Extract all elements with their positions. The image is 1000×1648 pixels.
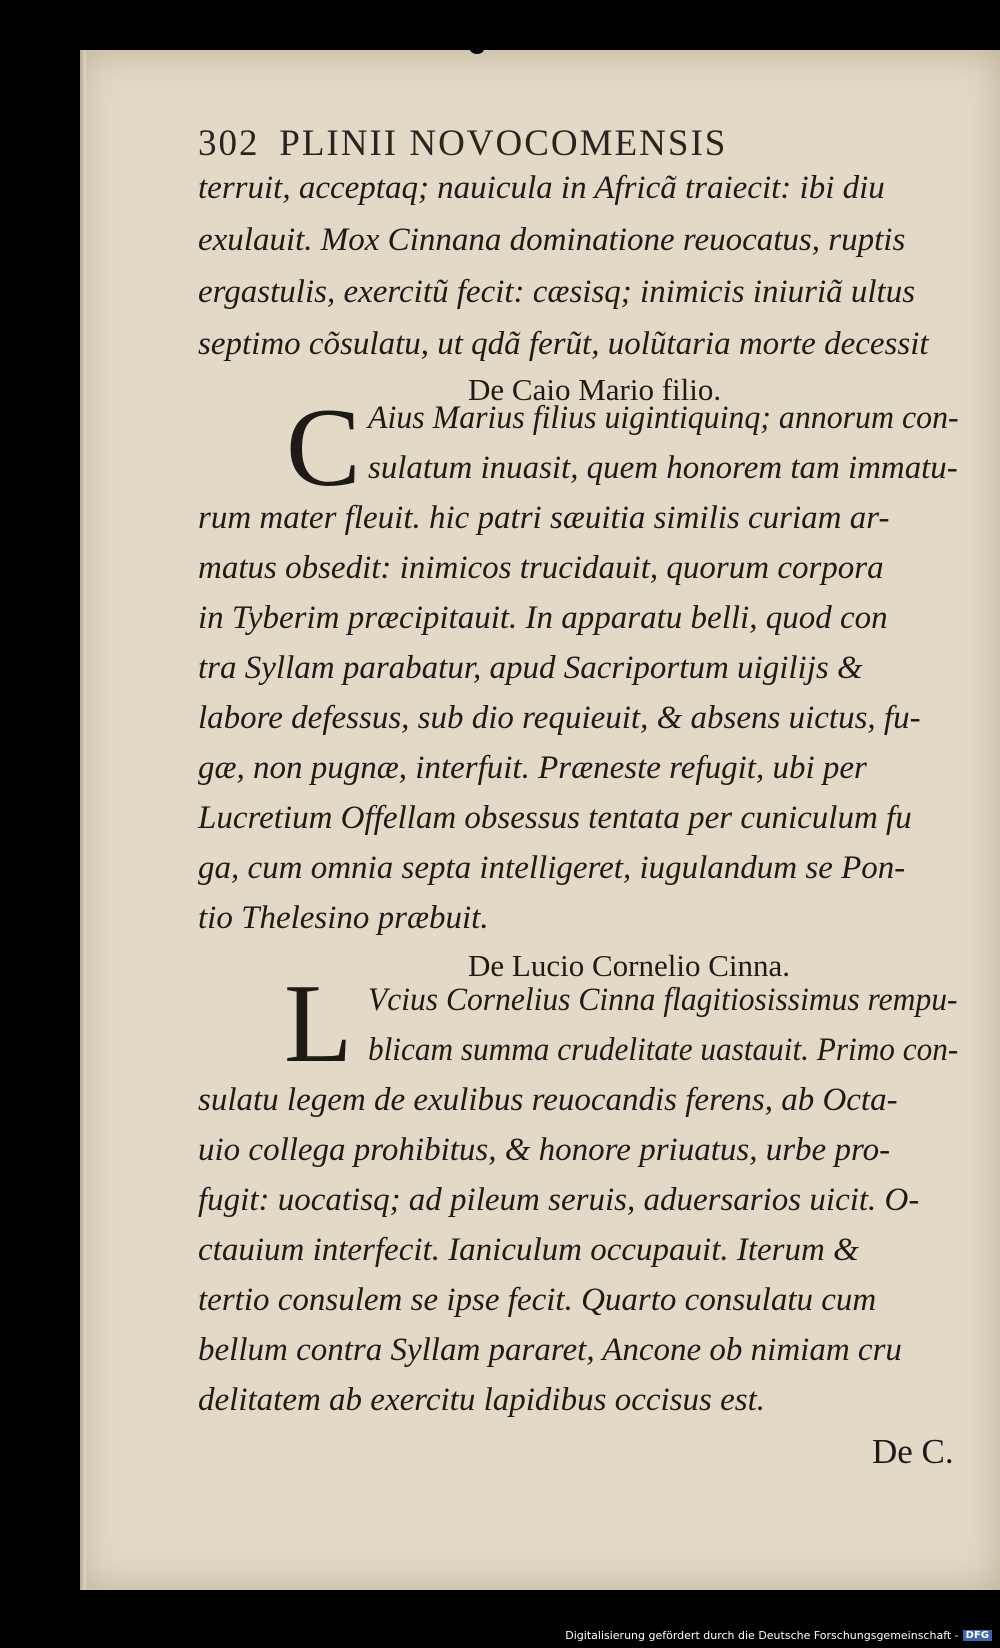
text-line: blicam summa crudelitate uastauit. Primo con- xyxy=(368,1032,959,1068)
page-number: 302 xyxy=(198,123,260,164)
drop-cap: L xyxy=(284,962,353,1086)
text-line: sulatum inuasit, quem honorem tam immatu- xyxy=(368,450,958,486)
text-line: rum mater fleuit. hic patri sæuitia similis curiam ar- xyxy=(198,500,890,536)
dfg-logo: DFG xyxy=(963,1630,992,1641)
text-line: matus obsedit: inimicos trucidauit, quorum corpora xyxy=(198,550,884,586)
text-line: Lucretium Offellam obsessus tentata per cuniculum fu xyxy=(198,800,912,836)
text-line: bellum contra Syllam pararet, Ancone ob nimiam cru xyxy=(198,1332,902,1368)
text-line: Aius Marius filius uigintiquinq; annorum con- xyxy=(368,400,959,436)
page-gutter xyxy=(80,50,86,1590)
text-line: tertio consulem se ipse fecit. Quarto consulatu cum xyxy=(198,1282,877,1318)
text-line: tio Thelesino præbuit. xyxy=(198,900,489,936)
text-line: ctauium interfecit. Ianiculum occupauit. Iterum & xyxy=(198,1232,859,1268)
drop-cap: C xyxy=(286,386,361,510)
running-head xyxy=(198,122,908,165)
catchword: De C. xyxy=(872,1432,954,1471)
running-title: PLINII NOVOCOMENSIS xyxy=(279,123,728,164)
text-line: septimo cõsulatu, ut qdã ferũt, uolũtaria morte decessit xyxy=(198,326,929,362)
text-line: ga, cum omnia septa intelligeret, iugulandum se Pon- xyxy=(198,850,906,886)
footer-text: Digitalisierung gefördert durch die Deutsche Forschungsgemeinschaft - xyxy=(565,1629,959,1642)
section-heading: De Lucio Cornelio Cinna. xyxy=(468,948,790,983)
text-line: in Tyberim præcipitauit. In apparatu belli, quod con xyxy=(198,600,888,636)
text-line: terruit, acceptaq; nauicula in Africã traiecit: ibi diu xyxy=(198,170,885,206)
text-line: delitatem ab exercitu lapidibus occisus est. xyxy=(198,1382,765,1418)
text-line: Vcius Cornelius Cinna flagitiosissimus rempu- xyxy=(368,982,958,1018)
text-line: uio collega prohibitus, & honore priuatus, urbe pro- xyxy=(198,1132,891,1168)
text-line: fugit: uocatisq; ad pileum seruis, aduersarios uicit. O- xyxy=(198,1182,920,1218)
text-line: ergastulis, exercitũ fecit: cæsisq; inimicis iniuriã ultus xyxy=(198,274,916,310)
text-line: tra Syllam parabatur, apud Sacriportum uigilijs & xyxy=(198,650,863,686)
section-heading: De Caio Mario filio. xyxy=(468,372,722,407)
text-line: gæ, non pugnæ, interfuit. Præneste refugit, ubi per xyxy=(198,750,867,786)
text-line: sulatu legem de exulibus reuocandis ferens, ab Octa- xyxy=(198,1082,898,1118)
text-line: exulauit. Mox Cinnana dominatione reuocatus, ruptis xyxy=(198,222,906,258)
footer-credit xyxy=(565,1629,992,1642)
page-hole xyxy=(470,44,484,54)
text-line: labore defessus, sub dio requieuit, & absens uictus, fu- xyxy=(198,700,921,736)
